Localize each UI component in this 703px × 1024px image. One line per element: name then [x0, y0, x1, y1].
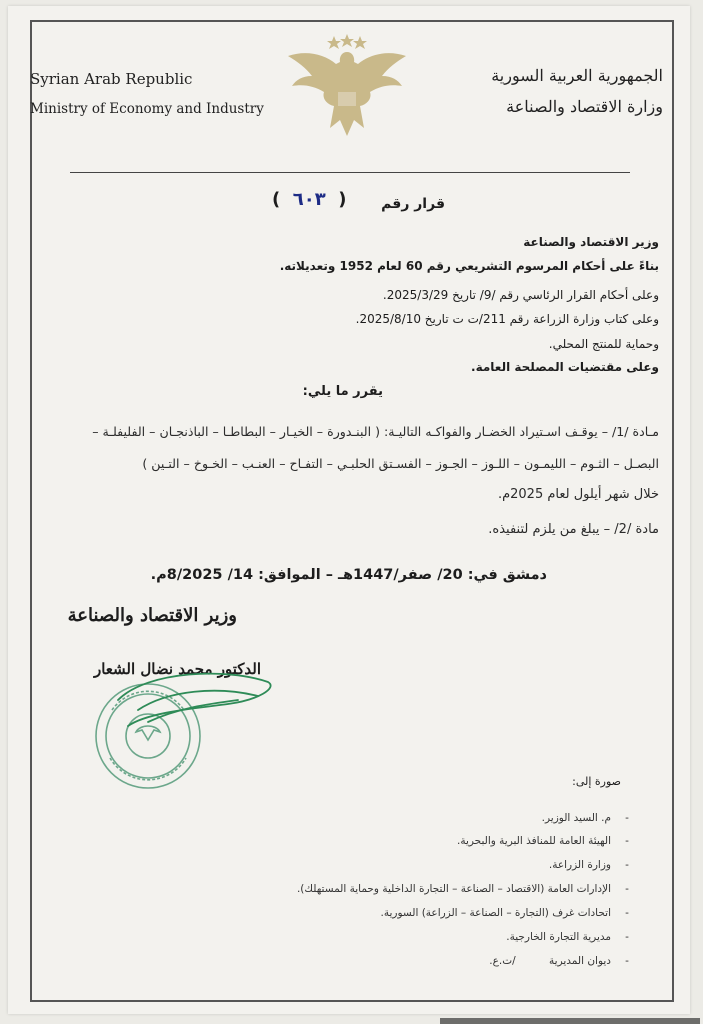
preamble-line: بناءً على أحكام المرسوم التشريعي رقم 60 لعام 1952 وتعديلاته.	[279, 259, 659, 273]
cc-item: -ديوان المديرية /ت.ع.	[489, 955, 629, 967]
cc-item: -الإدارات العامة (الاقتصاد – الصناعة – التجارة الداخلية وحماية المستهلك).	[296, 883, 629, 895]
preamble-line: وعلى أحكام القرار الرئاسي رقم /9/ تاريخ 2025/3/29.	[382, 288, 659, 302]
decision-number: ( ٦٠٣ )	[272, 189, 347, 210]
cc-item: -م. السيد الوزير.	[541, 812, 629, 824]
handwritten-signature	[108, 660, 278, 740]
signatory-name: الدكتور محمد نضال الشعار	[93, 660, 261, 678]
country-name-ar: الجمهورية العربية السورية	[491, 66, 663, 85]
decides-heading: يقرر ما يلي:	[302, 384, 383, 399]
cc-item: -مديرية التجارة الخارجية.	[506, 931, 629, 943]
decision-label: قرار رقم	[381, 196, 445, 212]
article-1-line: خلال شهر أيلول لعام 2025م.	[497, 487, 659, 502]
minister-title: وزير الاقتصاد والصناعة	[523, 235, 659, 249]
scan-edge-strip	[440, 1018, 700, 1024]
decision-number-value: ٦٠٣	[292, 189, 326, 210]
country-name-en: Syrian Arab Republic	[30, 70, 193, 88]
page-border	[30, 20, 674, 1002]
date-signoff: دمشق في: 20/ صفر/1447هـ – الموافق: 14/ 8/2025م.	[150, 567, 547, 583]
ministry-name-en: Ministry of Economy and Industry	[30, 101, 264, 117]
cc-label: صورة إلى:	[572, 775, 621, 788]
preamble-line: وعلى كتاب وزارة الزراعة رقم 211/ت ت تاريخ 2025/8/10.	[355, 312, 659, 326]
cc-item: -الهيئة العامة للمنافذ البرية والبحرية.	[457, 835, 629, 847]
article-1-line: البصـل – الثـوم – الليمـون – اللـوز – الجـوز – الفسـتق الحلبـي – التفـاح – العنـب – الخـوخ – التـين )	[142, 456, 659, 471]
signatory-title: وزير الاقتصاد والصناعة	[67, 605, 237, 626]
ministry-name-ar: وزارة الاقتصاد والصناعة	[506, 97, 663, 116]
header-divider	[70, 172, 630, 173]
preamble-line: وعلى مقتضيات المصلحة العامة.	[471, 360, 659, 374]
cc-item: -اتحادات غرف (التجارة – الصناعة – الزراعة) السورية.	[380, 907, 629, 919]
preamble-line: وحماية للمنتج المحلي.	[548, 337, 659, 351]
cc-item: -وزارة الزراعة.	[548, 859, 629, 871]
eagle-emblem-icon	[284, 32, 410, 140]
article-1-line: مـادة /1/ – يوقـف اسـتيراد الخضـار والفواكـه التاليـة: ( البنـدورة – الخيـار – البطاطـا – الباذنجـان – الفليفلـة –	[92, 424, 659, 439]
article-2: مادة /2/ – يبلغ من يلزم لتنفيذه.	[488, 522, 659, 537]
typist-initials: /ت.ع.	[489, 955, 516, 967]
